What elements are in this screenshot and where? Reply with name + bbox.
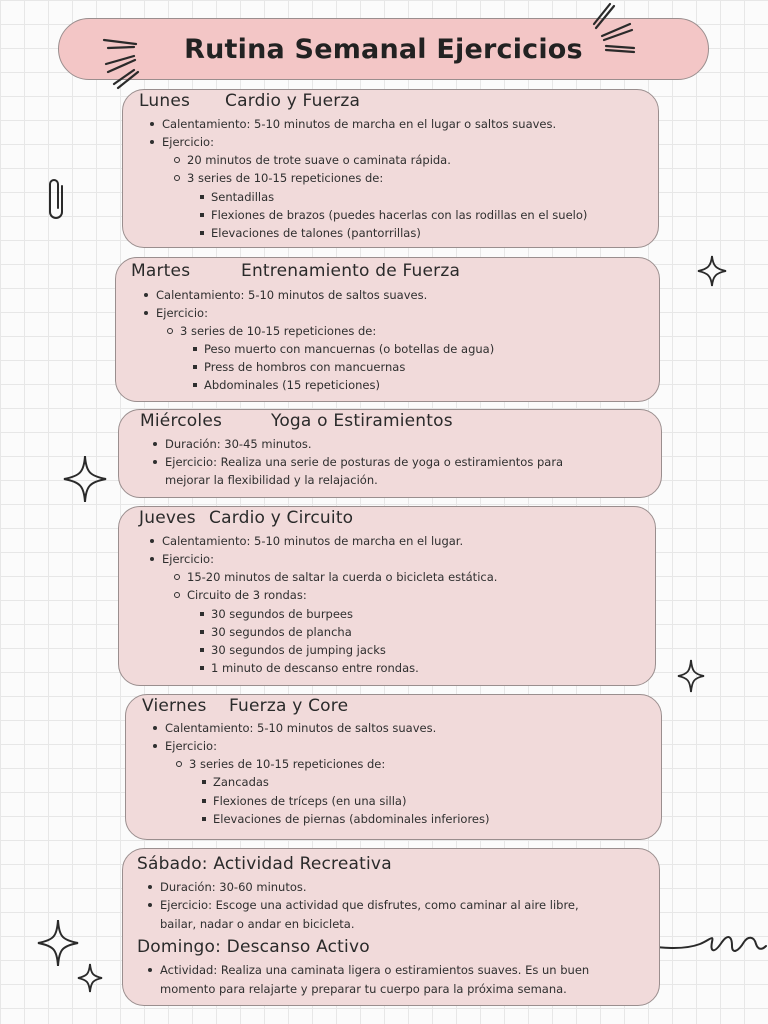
list-item: Flexiones de tríceps (en una silla)	[213, 794, 407, 808]
list-item: Abdominales (15 repeticiones)	[204, 378, 380, 392]
list-item: Elevaciones de piernas (abdominales inferiores)	[213, 812, 490, 826]
list-item: momento para relajarte y preparar tu cuerpo para la próxima semana.	[160, 982, 567, 996]
list-item: Calentamiento: 5-10 minutos de marcha en el lugar.	[162, 534, 464, 548]
focus-heading-martes: Entrenamiento de Fuerza	[241, 261, 461, 281]
list-item: 15-20 minutos de saltar la cuerda o bicicleta estática.	[187, 570, 498, 584]
day-heading-martes: Martes	[131, 261, 191, 281]
list-item: Ejercicio:	[162, 552, 214, 566]
list-item: Actividad: Realiza una caminata ligera o estiramientos suaves. Es un buen	[160, 963, 590, 977]
squiggle-icon	[644, 928, 768, 962]
focus-heading-viernes: Fuerza y Core	[229, 696, 349, 716]
list-item: Ejercicio:	[162, 135, 214, 149]
list-item: 1 minuto de descanso entre rondas.	[211, 661, 419, 675]
sparkle-icon	[36, 918, 80, 968]
list-item: 3 series de 10-15 repeticiones de:	[187, 171, 384, 185]
list-item: Calentamiento: 5-10 minutos de saltos suaves.	[156, 288, 428, 302]
sparkle-icon	[676, 658, 706, 694]
list-item: mejorar la flexibilidad y la relajación.	[165, 473, 378, 487]
paperclip-icon	[44, 176, 72, 224]
list-item: 30 segundos de jumping jacks	[211, 643, 386, 657]
day-heading-domingo: Domingo: Descanso Activo	[137, 937, 370, 957]
list-item: Ejercicio:	[165, 739, 217, 753]
sparkle-icon	[76, 962, 104, 994]
list-item: bailar, nadar o andar en bicicleta.	[160, 917, 355, 931]
list-item: Circuito de 3 rondas:	[187, 588, 307, 602]
list-item: 30 segundos de burpees	[211, 607, 354, 621]
list-item: Duración: 30-45 minutos.	[165, 437, 312, 451]
list-item: Flexiones de brazos (puedes hacerlas con las rodillas en el suelo)	[211, 208, 588, 222]
focus-heading-lunes: Cardio y Fuerza	[225, 91, 361, 111]
focus-heading-miercoles: Yoga o Estiramientos	[271, 411, 453, 431]
day-heading-viernes: Viernes	[142, 696, 207, 716]
list-item: Ejercicio: Escoge una actividad que disfrutes, como caminar al aire libre,	[160, 898, 579, 912]
sparkle-icon	[696, 254, 728, 288]
day-heading-lunes: Lunes	[139, 91, 191, 111]
list-item: Calentamiento: 5-10 minutos de saltos suaves.	[165, 721, 437, 735]
page-title: Rutina Semanal Ejercicios	[184, 33, 583, 65]
burst-lines-icon	[100, 34, 144, 92]
list-item: 20 minutos de trote suave o caminata rápida.	[187, 153, 451, 167]
list-item: 3 series de 10-15 repeticiones de:	[180, 324, 377, 338]
list-item: Sentadillas	[211, 190, 275, 204]
card-lunes	[122, 89, 659, 248]
list-item: 30 segundos de plancha	[211, 625, 352, 639]
sparkle-icon	[62, 454, 108, 504]
list-item: Peso muerto con mancuernas (o botellas de agua)	[204, 342, 495, 356]
list-item: Calentamiento: 5-10 minutos de marcha en el lugar o saltos suaves.	[162, 117, 557, 131]
list-item: Ejercicio:	[156, 306, 208, 320]
list-item: Press de hombros con mancuernas	[204, 360, 406, 374]
list-item: Zancadas	[213, 775, 269, 789]
list-item: Ejercicio: Realiza una serie de posturas de yoga o estiramientos para	[165, 455, 564, 469]
day-heading-miercoles: Miércoles	[140, 411, 223, 431]
burst-lines-icon	[592, 2, 638, 62]
list-item: 3 series de 10-15 repeticiones de:	[189, 757, 386, 771]
day-heading-jueves: Jueves	[139, 508, 196, 528]
day-heading-sabado: Sábado: Actividad Recreativa	[137, 854, 392, 874]
list-item: Duración: 30-60 minutos.	[160, 880, 307, 894]
list-item: Elevaciones de talones (pantorrillas)	[211, 226, 421, 240]
focus-heading-jueves: Cardio y Circuito	[209, 508, 354, 528]
